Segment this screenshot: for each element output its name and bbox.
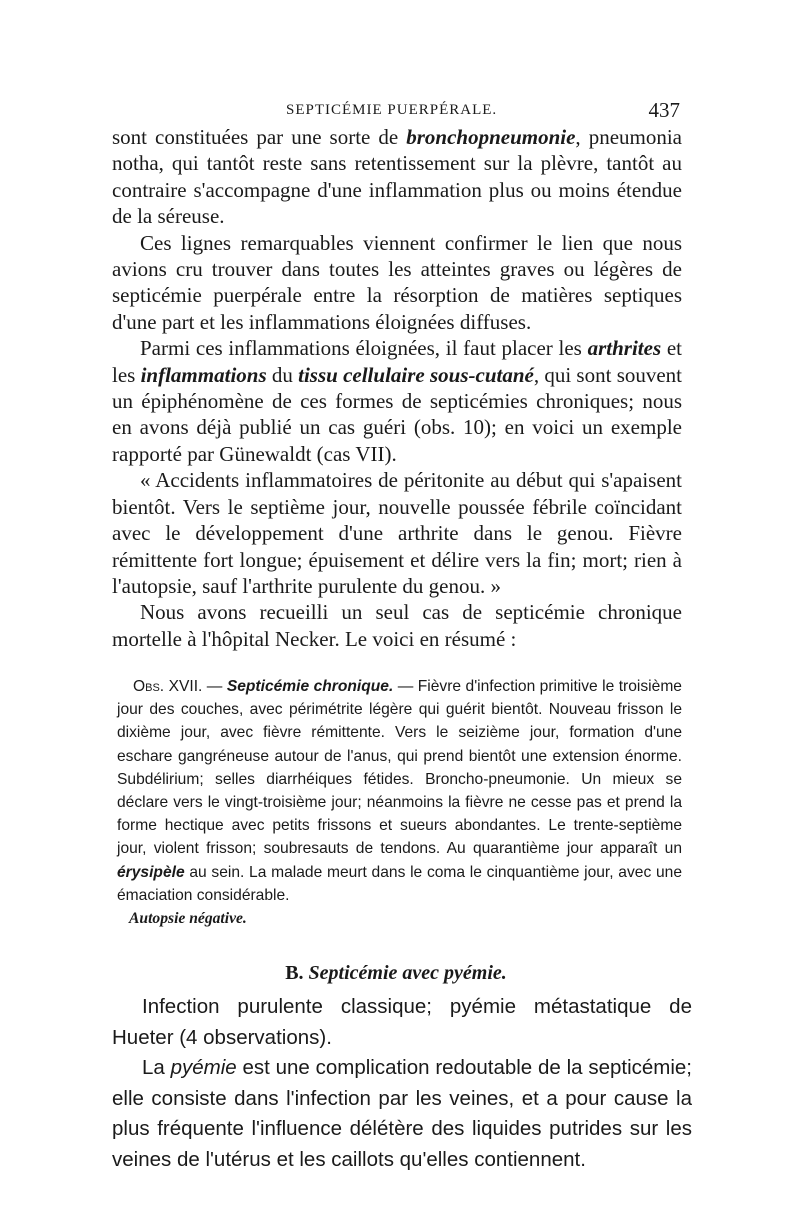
paragraph-3-text-a: Parmi ces inflammations éloignées, il faut placer les	[140, 336, 588, 361]
paragraph-3-text-c: et les	[112, 336, 683, 387]
paragraph-7-pyemie: pyémie	[170, 1056, 237, 1079]
paragraph-1-text-c: , pneumonia notha, qui tantôt reste sans retentissement sur la plèvre, tantôt au contraire s'accompagne d'une inflammation plus ou moins étendue de la séreuse.	[112, 125, 683, 229]
paragraph-7-text-c: est une complication redoutable de la septicémie; elle consiste dans l'infection par les veines, et a pour cause la plus fréquente l'influence délétère des liquides putrides sur les veines de l'utérus et les caillots qu'elles contiennent.	[112, 1056, 692, 1171]
paragraph-4-quote: « Accidents inflammatoires de péritonite au début qui s'apaisent bientôt. Vers le septième jour, nouvelle poussée fébrile coïncidant avec le développement d'une arthrite dans le genou. Fièvre rémittente fort longue; épuisement et délire vers la fin; mort; rien à l'autopsie, sauf l'arthrite purulente du genou. »	[112, 468, 682, 598]
observation-title: Septicémie chronique.	[226, 678, 394, 695]
running-title: SEPTICÉMIE PUERPÉRALE.	[286, 102, 498, 118]
observation-body-a: Fièvre d'infection primitive le troisième jour des couches, avec périmétrite légère qui guérit bientôt. Nouveau frisson le dixième jour, avec fièvre rémittente. Vers le seizième jour, formation d'une eschare gangréneuse autour de l'anus, qui prend bientôt une extension énorme. Subdélirium; selles diarrhéiques fétides. Broncho-pneumonie. Un mieux se déclare vers le vingt-troisième jour; néanmoins la fièvre ne cesse pas et prend la forme hectique avec petits frissons et sueurs abondantes. Le trente-septième jour, violent frisson; soubresauts de tendons. Au quarantième jour apparaît un	[117, 678, 682, 858]
observation-body-c: au sein. La malade meurt dans le coma le cinquantième jour, avec une émaciation considérable.	[117, 863, 682, 904]
paragraph-3-text-e: du	[266, 362, 299, 387]
observation-text	[117, 675, 682, 907]
paragraph-3-tissu: tissu cellulaire sous-cutané	[298, 362, 534, 387]
lower-text	[112, 992, 692, 1175]
autopsy-negative: Autopsie négative.	[129, 910, 247, 928]
observation-label: Obs. XVII.	[133, 678, 203, 695]
observation-erysipele: érysipèle	[117, 863, 185, 881]
paragraph-7	[112, 1053, 692, 1175]
page-header	[112, 98, 680, 122]
paragraph-1-text-a: sont constituées par une sorte de	[112, 125, 407, 149]
paragraph-3-arthrites: arthrites	[587, 336, 662, 361]
section-letter: B.	[285, 962, 309, 984]
main-text	[112, 124, 682, 652]
paragraph-1	[112, 124, 682, 230]
observation-autopsy	[117, 907, 682, 930]
paragraph-3-text-g: , qui sont souvent un épiphénomène de ces formes de septicémies chroniques; nous en avons déjà publié un cas guéri (obs. 10); en voici un exemple rapporté par Günewaldt (cas VII).	[112, 362, 683, 466]
paragraph-2: Ces lignes remarquables viennent confirmer le lien que nous avions cru trouver dans toutes les atteintes graves ou légères de septicémie puerpérale entre la résorption de matières septiques d'une part et les inflammations éloignées diffuses.	[112, 230, 682, 334]
section-heading	[112, 962, 680, 985]
observation-dash-1: —	[202, 678, 227, 695]
paragraph-5: Nous avons recueilli un seul cas de septicémie chronique mortelle à l'hôpital Necker. Le voici en résumé :	[112, 600, 682, 651]
paragraph-1-emphasis: bronchopneumonie	[406, 125, 576, 149]
paragraph-7-text-a: La	[142, 1056, 171, 1079]
paragraph-3	[112, 335, 682, 467]
paragraph-6: Infection purulente classique; pyémie métastatique de Hueter (4 observations).	[112, 995, 692, 1049]
paragraph-3-inflammations: inflammations	[140, 362, 267, 387]
observation-dash-2: —	[393, 678, 418, 695]
section-title: Septicémie avec pyémie.	[308, 962, 507, 984]
observation-block	[117, 675, 682, 930]
page-number: 437	[648, 98, 680, 122]
